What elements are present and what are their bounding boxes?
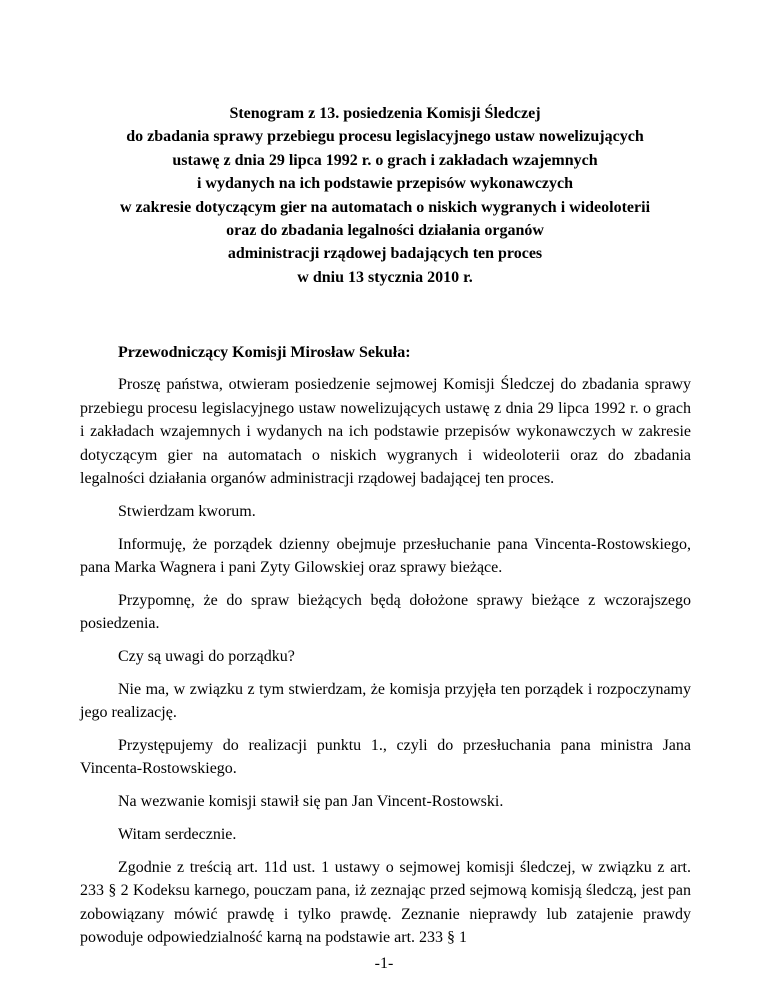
title-line-1: Stenogram z 13. posiedzenia Komisji Śledczej: [229, 105, 541, 122]
paragraph-question: Czy są uwagi do porządku?: [118, 648, 295, 666]
title-line-7: administracji rządowej badających ten proces: [227, 245, 543, 263]
paragraph-agenda: Informuję, że porządek dzienny obejmuje przesłuchanie pana Vincenta-Rostowskiego, pana Marka Wagnera i pani Zyty Gilowskiej oraz sprawy bieżące.: [80, 535, 691, 577]
page-number: -1-: [374, 955, 394, 972]
speaker-heading: Przewodniczący Komisji Mirosław Sekuła:: [118, 344, 411, 361]
title-line-4: i wydanych na ich podstawie przepisów wykonawczych: [196, 175, 574, 193]
document-body: [80, 341, 691, 959]
paragraph-witness-present: Na wezwanie komisji stawił się pan Jan Vincent-Rostowski.: [118, 793, 504, 811]
paragraph-opening: Proszę państwa, otwieram posiedzenie sejmowej Komisji Śledczej do zbadania sprawy przebiegu procesu legislacyjnego ustaw nowelizujących ustawę z dnia 29 lipca 1992 r. o grach i zakładach wzajemnych i wydanych na ich podstawie przepisów wykonawczych w zakresie dotyczącym gier na automatach o niskich wygranych i wideoloterii oraz do zbadania legalności działania organów administracji rządowej badającej ten proces.: [80, 376, 691, 488]
title-line-8: w dniu 13 stycznia 2010 r.: [297, 268, 473, 286]
title-line-6: oraz do zbadania legalności działania organów: [226, 222, 544, 240]
paragraph-instruction: Zgodnie z treścią art. 11d ust. 1 ustawy o sejmowej komisji śledczej, w związku z art. 233 § 2 Kodeksu karnego, pouczam pana, iż zeznając przed sejmową komisją śledczą, jest pan zobowiązany mówić prawdę i tylko prawdę. Zeznanie nieprawdy lub zatajenie prawdy powoduje odpowiedzialność karną na podstawie art. 233 § 1: [80, 858, 691, 947]
title-line-5: w zakresie dotyczącym gier na automatach o niskich wygranych i wideoloterii: [119, 198, 651, 216]
paragraph-quorum: Stwierdzam kworum.: [118, 502, 256, 520]
paragraph-point-one: Przystępujemy do realizacji punktu 1., czyli do przesłuchania pana ministra Jana Vincenta-Rostowskiego.: [80, 737, 691, 778]
title-line-2: do zbadania sprawy przebiegu procesu legislacyjnego ustaw nowelizujących: [126, 128, 644, 146]
document-title: [80, 102, 690, 289]
paragraph-current-matters: Przypomnę, że do spraw bieżących będą dołożone sprawy bieżące z wczorajszego posiedzenia.: [80, 591, 691, 633]
paragraph-agenda-adopted: Nie ma, w związku z tym stwierdzam, że komisja przyjęła ten porządek i rozpoczynamy jego realizację.: [80, 680, 691, 722]
paragraph-greeting: Witam serdecznie.: [118, 826, 237, 844]
title-line-3: ustawę z dnia 29 lipca 1992 r. o grach i zakładach wzajemnych: [172, 151, 598, 169]
